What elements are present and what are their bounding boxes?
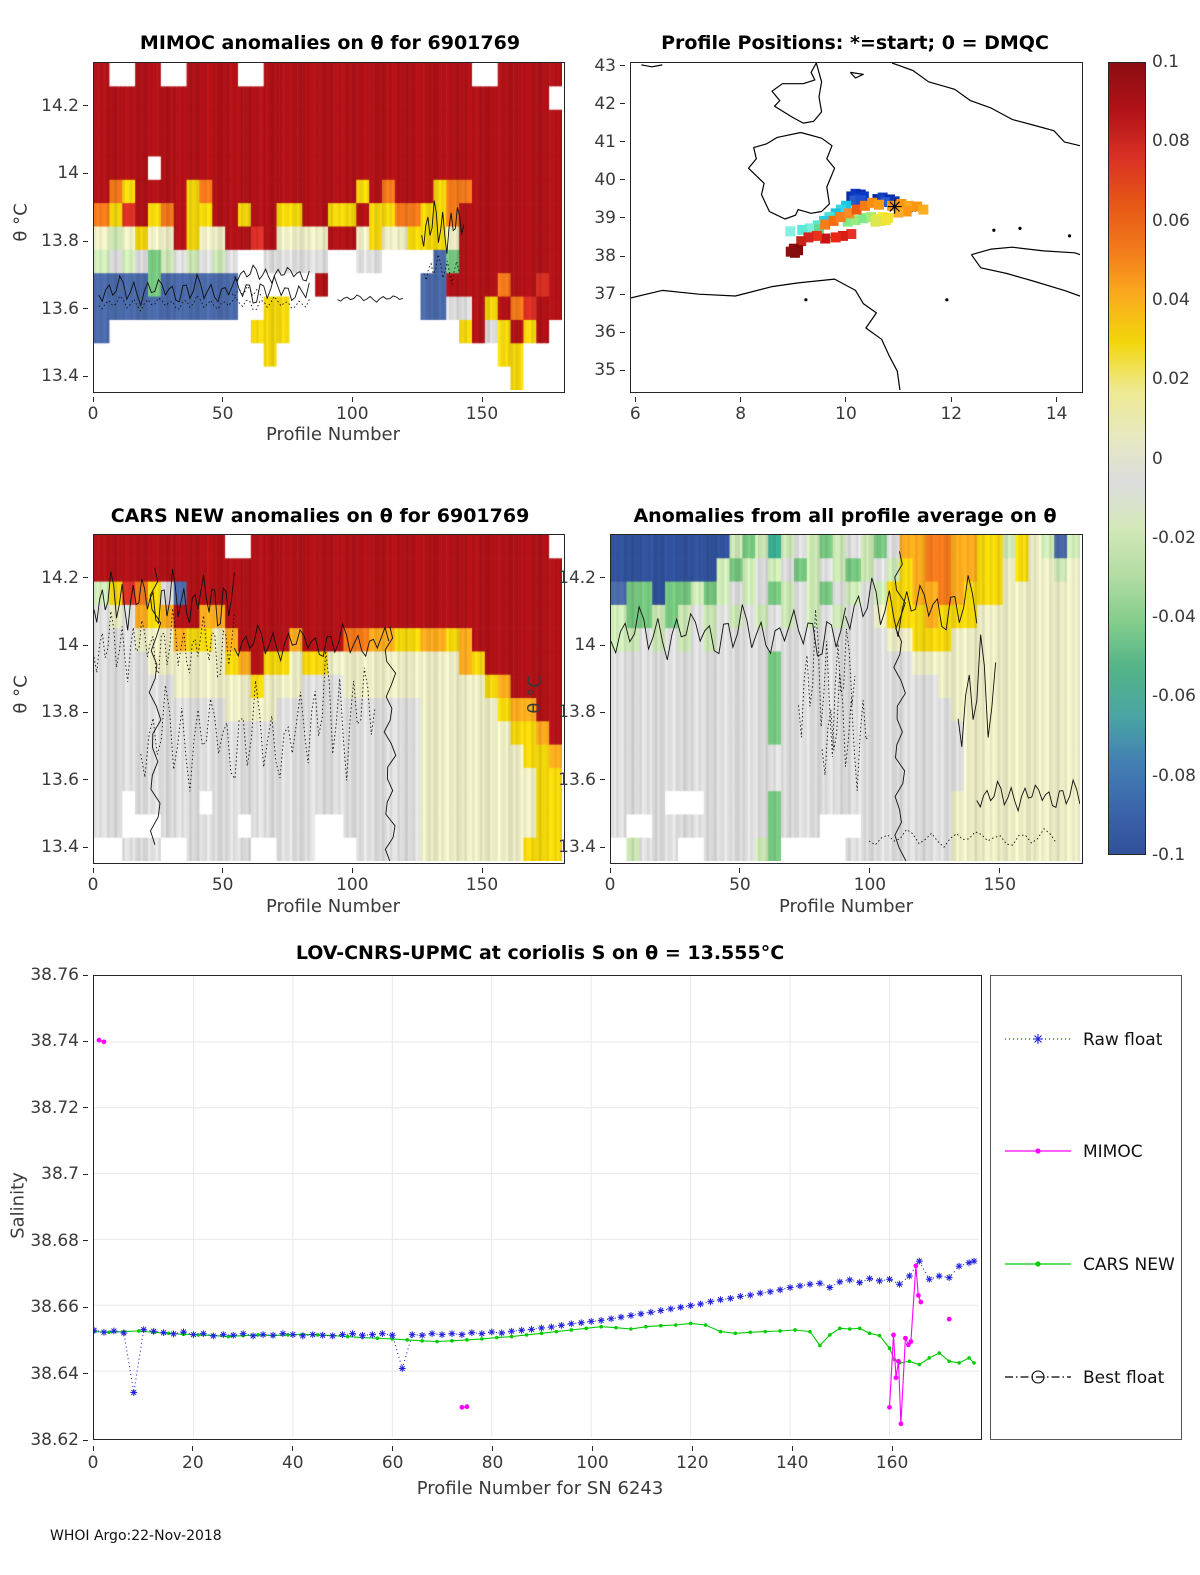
avg-heatmap-canvas	[611, 535, 1080, 861]
salinity-svg	[94, 976, 979, 1437]
avg-x-ticks: 0 50 100 150	[610, 868, 1083, 898]
cars-ylabel: θ °C	[10, 675, 32, 714]
svg-text:Raw float: Raw float	[1083, 1030, 1163, 1050]
avg-title: Anomalies from all profile average on θ	[633, 505, 1057, 527]
avg-heatmap-plot	[610, 534, 1083, 864]
mimoc-title: MIMOC anomalies on θ for 6901769	[139, 32, 521, 54]
colorbar	[1108, 62, 1146, 855]
svg-text:MIMOC: MIMOC	[1083, 1142, 1143, 1162]
cars-title: CARS NEW anomalies on θ for 6901769	[110, 505, 530, 527]
avg-xlabel: Profile Number	[779, 896, 913, 917]
cars-heatmap-canvas	[94, 535, 562, 861]
map-plot	[630, 62, 1083, 393]
colorbar-ticks: 0.1 0.08 0.06 0.04 0.02 0 -0.02 -0.04 -0.06 -0.08 -0.1	[1152, 52, 1196, 865]
map-x-ticks: 6 8 10 12 14	[630, 397, 1083, 427]
legend-svg	[991, 976, 1181, 1439]
salinity-xlabel: Profile Number for SN 6243	[416, 1478, 664, 1499]
map-title: Profile Positions: *=start; 0 = DMQC	[661, 32, 1049, 54]
cars-x-ticks: 0 50 100 150	[93, 868, 565, 898]
svg-text:Best float: Best float	[1083, 1368, 1165, 1388]
mimoc-heatmap-plot	[93, 62, 565, 393]
mimoc-xlabel: Profile Number	[266, 424, 400, 445]
mimoc-x-ticks: 0 50 100 150	[93, 397, 565, 427]
salinity-y-ticks: 38.62 38.64 38.66 38.68 38.7 38.72 38.74 38.76	[8, 975, 88, 1440]
cars-heatmap-plot	[93, 534, 565, 864]
map-svg	[631, 63, 1080, 390]
cars-y-ticks: 13.4 13.6 13.8 14 14.2	[8, 534, 88, 864]
salinity-plot	[93, 975, 982, 1440]
avg-y-ticks: 13.4 13.6 13.8 14 14.2	[525, 534, 605, 864]
bottom-title: LOV-CNRS-UPMC at coriolis S on θ = 13.555°C	[295, 942, 785, 964]
salinity-ylabel: Salinity	[7, 1172, 29, 1239]
svg-text:CARS NEW: CARS NEW	[1083, 1255, 1175, 1275]
legend-box	[990, 975, 1182, 1440]
cars-xlabel: Profile Number	[266, 896, 400, 917]
footer-text: WHOI Argo:22-Nov-2018	[50, 1528, 222, 1544]
salinity-x-ticks: 0 20 40 60 80 100 120 140 160	[93, 1446, 982, 1476]
map-y-ticks: 35 36 37 38 39 40 41 42 43	[560, 62, 625, 393]
avg-ylabel: θ °C	[524, 675, 546, 714]
mimoc-ylabel: θ °C	[10, 203, 32, 242]
mimoc-y-ticks: 13.4 13.6 13.8 14 14.2	[8, 62, 88, 393]
mimoc-heatmap-canvas	[94, 63, 562, 390]
